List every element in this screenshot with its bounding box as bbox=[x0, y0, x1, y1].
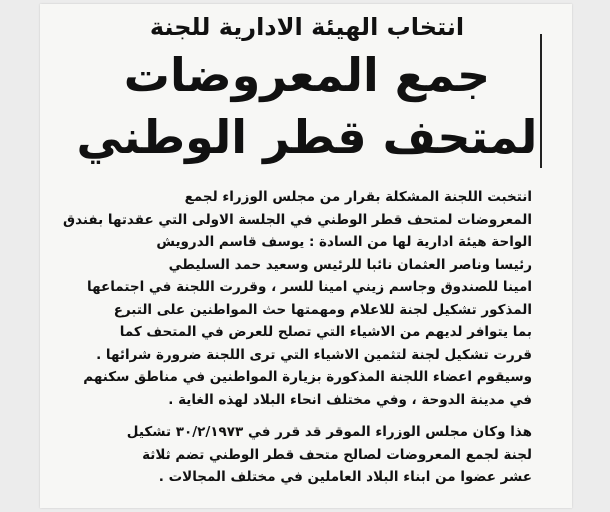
kicker-headline: انتخاب الهيئة الادارية للجنة bbox=[149, 13, 465, 41]
text-line: المعروضات لمتحف قطر الوطني في الجلسة الاولى التي عقدتها بفندق bbox=[63, 211, 532, 228]
text-line: قررت تشكيل لجنة لتثمين الاشياء التي ترى اللجنة ضرورة شرائها . bbox=[96, 346, 532, 363]
text-line: في مدينة الدوحة ، وفي مختلف انحاء البلاد لهذه الغاية . bbox=[168, 391, 532, 408]
text-line: وسيقوم اعضاء اللجنة المذكورة بزيارة المواطنين في مناطق سكنهم bbox=[83, 369, 532, 385]
article-body bbox=[58, 186, 554, 489]
text-line: امينا للصندوق وجاسم زيني امينا للسر ، وقررت اللجنة في اجتماعها bbox=[87, 279, 532, 295]
text-line: هذا وكان مجلس الوزراء الموقر قد قرر في ٣٠/٢/١٩٧٣ تشكيل bbox=[126, 424, 532, 440]
text-line: المذكور تشكيل لجنة للاعلام ومهمتها حث المواطنين على التبرع bbox=[113, 301, 532, 318]
text-line: لجنة لجمع المعروضات لصالح متحف قطر الوطني تضم ثلاثة bbox=[142, 446, 532, 463]
text-line: بما يتوافر لديهم من الاشياء التي تصلح للعرض في المتحف كما bbox=[119, 324, 532, 340]
main-headline-line-2: لمتحف قطر الوطني bbox=[76, 110, 538, 164]
headline-block bbox=[52, 10, 562, 168]
paragraph-1 bbox=[58, 186, 554, 411]
text-line: الواحة هيئة ادارية لها من السادة : يوسف قاسم الدرويش bbox=[156, 234, 532, 250]
text-line: انتخبت اللجنة المشكلة بقرار من مجلس الوزراء لجمع bbox=[184, 189, 532, 205]
text-line: عشر عضوا من ابناء البلاد العاملين في مختلف المجالات . bbox=[158, 469, 532, 485]
text-line: رئيسا وناصر العثمان نائبا للرئيس وسعيد حمد السليطي bbox=[168, 256, 532, 273]
paragraph-2 bbox=[58, 421, 554, 489]
main-headline-line-1: جمع المعروضات bbox=[123, 48, 491, 102]
